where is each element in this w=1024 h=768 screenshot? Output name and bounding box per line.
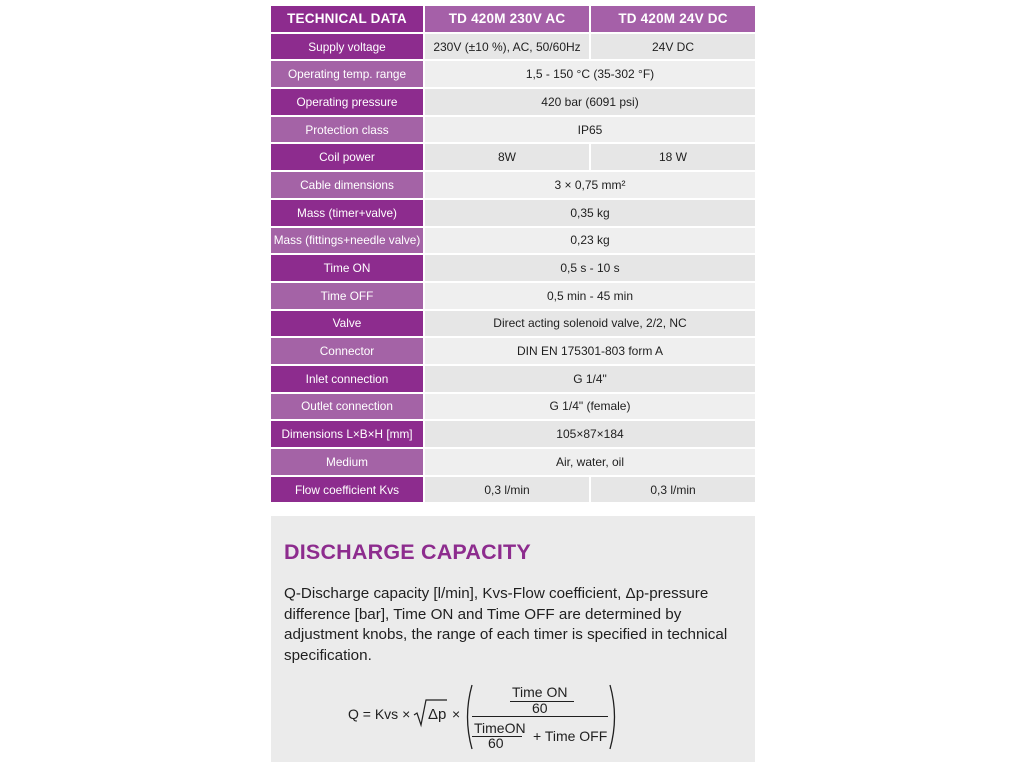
right-paren-icon <box>608 684 620 750</box>
row-value: 1,5 - 150 °C (35-302 °F) <box>423 61 755 89</box>
table-row <box>271 477 755 505</box>
main-fraction-line <box>472 716 608 717</box>
row-value: 420 bar (6091 psi) <box>423 89 755 117</box>
table-row <box>271 255 755 283</box>
table-row <box>271 394 755 422</box>
row-label: Time ON <box>271 255 423 283</box>
header-model-230v-ac: TD 420M 230V AC <box>423 6 589 34</box>
row-value-24v-dc: 24V DC <box>589 34 755 62</box>
table-row <box>271 421 755 449</box>
table-row <box>271 144 755 172</box>
table-row <box>271 366 755 394</box>
row-label: Operating temp. range <box>271 61 423 89</box>
row-value-230v-ac: 0,3 l/min <box>423 477 589 505</box>
table-row <box>271 338 755 366</box>
row-value: Direct acting solenoid valve, 2/2, NC <box>423 311 755 339</box>
row-label: Supply voltage <box>271 34 423 62</box>
row-value-24v-dc: 0,3 l/min <box>589 477 755 505</box>
technical-data-table <box>271 6 755 504</box>
row-label: Outlet connection <box>271 394 423 422</box>
table-row <box>271 61 755 89</box>
row-value: G 1/4" (female) <box>423 394 755 422</box>
row-label: Time OFF <box>271 283 423 311</box>
row-label: Cable dimensions <box>271 172 423 200</box>
row-value: G 1/4" <box>423 366 755 394</box>
row-value: Air, water, oil <box>423 449 755 477</box>
row-value: IP65 <box>423 117 755 145</box>
row-label: Protection class <box>271 117 423 145</box>
row-label: Valve <box>271 311 423 339</box>
numerator-top: Time ON <box>512 684 568 700</box>
header-technical-data: TECHNICAL DATA <box>271 6 423 34</box>
denominator-top: TimeON <box>474 720 526 736</box>
discharge-title: DISCHARGE CAPACITY <box>284 540 531 564</box>
row-label: Inlet connection <box>271 366 423 394</box>
row-value: 0,23 kg <box>423 228 755 256</box>
row-label: Medium <box>271 449 423 477</box>
discharge-capacity-panel <box>271 516 755 762</box>
table-row <box>271 172 755 200</box>
table-header-row <box>271 6 755 34</box>
formula-radicand: Δp <box>428 706 447 723</box>
formula-times: × <box>452 706 461 722</box>
row-value: DIN EN 175301-803 form A <box>423 338 755 366</box>
denominator-tail: + Time OFF <box>533 728 608 744</box>
row-label: Dimensions L×B×H [mm] <box>271 421 423 449</box>
row-value: 0,5 min - 45 min <box>423 283 755 311</box>
numerator-bottom: 60 <box>532 700 548 716</box>
table-row <box>271 34 755 62</box>
row-value-230v-ac: 8W <box>423 144 589 172</box>
table-row <box>271 449 755 477</box>
discharge-description: Q-Discharge capacity [l/min], Kvs-Flow coefficient, Δp-pressure difference [bar], Time ON and Time OFF are determined by adjustment knobs, the range of each timer is specified in technical specification. <box>284 585 728 664</box>
row-label: Coil power <box>271 144 423 172</box>
row-label: Mass (fittings+needle valve) <box>271 228 423 256</box>
table-body <box>271 34 755 505</box>
row-label: Mass (timer+valve) <box>271 200 423 228</box>
table-row <box>271 228 755 256</box>
header-model-24v-dc: TD 420M 24V DC <box>589 6 755 34</box>
denominator-bottom: 60 <box>488 735 504 751</box>
row-value-230v-ac: 230V (±10 %), AC, 50/60Hz <box>423 34 589 62</box>
table-row <box>271 117 755 145</box>
table-row <box>271 89 755 117</box>
row-value: 105×87×184 <box>423 421 755 449</box>
row-label: Operating pressure <box>271 89 423 117</box>
table-row <box>271 200 755 228</box>
row-value: 3 × 0,75 mm² <box>423 172 755 200</box>
formula-lhs: Q = Kvs × <box>348 706 411 722</box>
row-value-24v-dc: 18 W <box>589 144 755 172</box>
left-paren-icon <box>462 684 474 750</box>
table-row <box>271 311 755 339</box>
row-value: 0,5 s - 10 s <box>423 255 755 283</box>
table-row <box>271 283 755 311</box>
row-label: Flow coefficient Kvs <box>271 477 423 505</box>
row-value: 0,35 kg <box>423 200 755 228</box>
row-label: Connector <box>271 338 423 366</box>
